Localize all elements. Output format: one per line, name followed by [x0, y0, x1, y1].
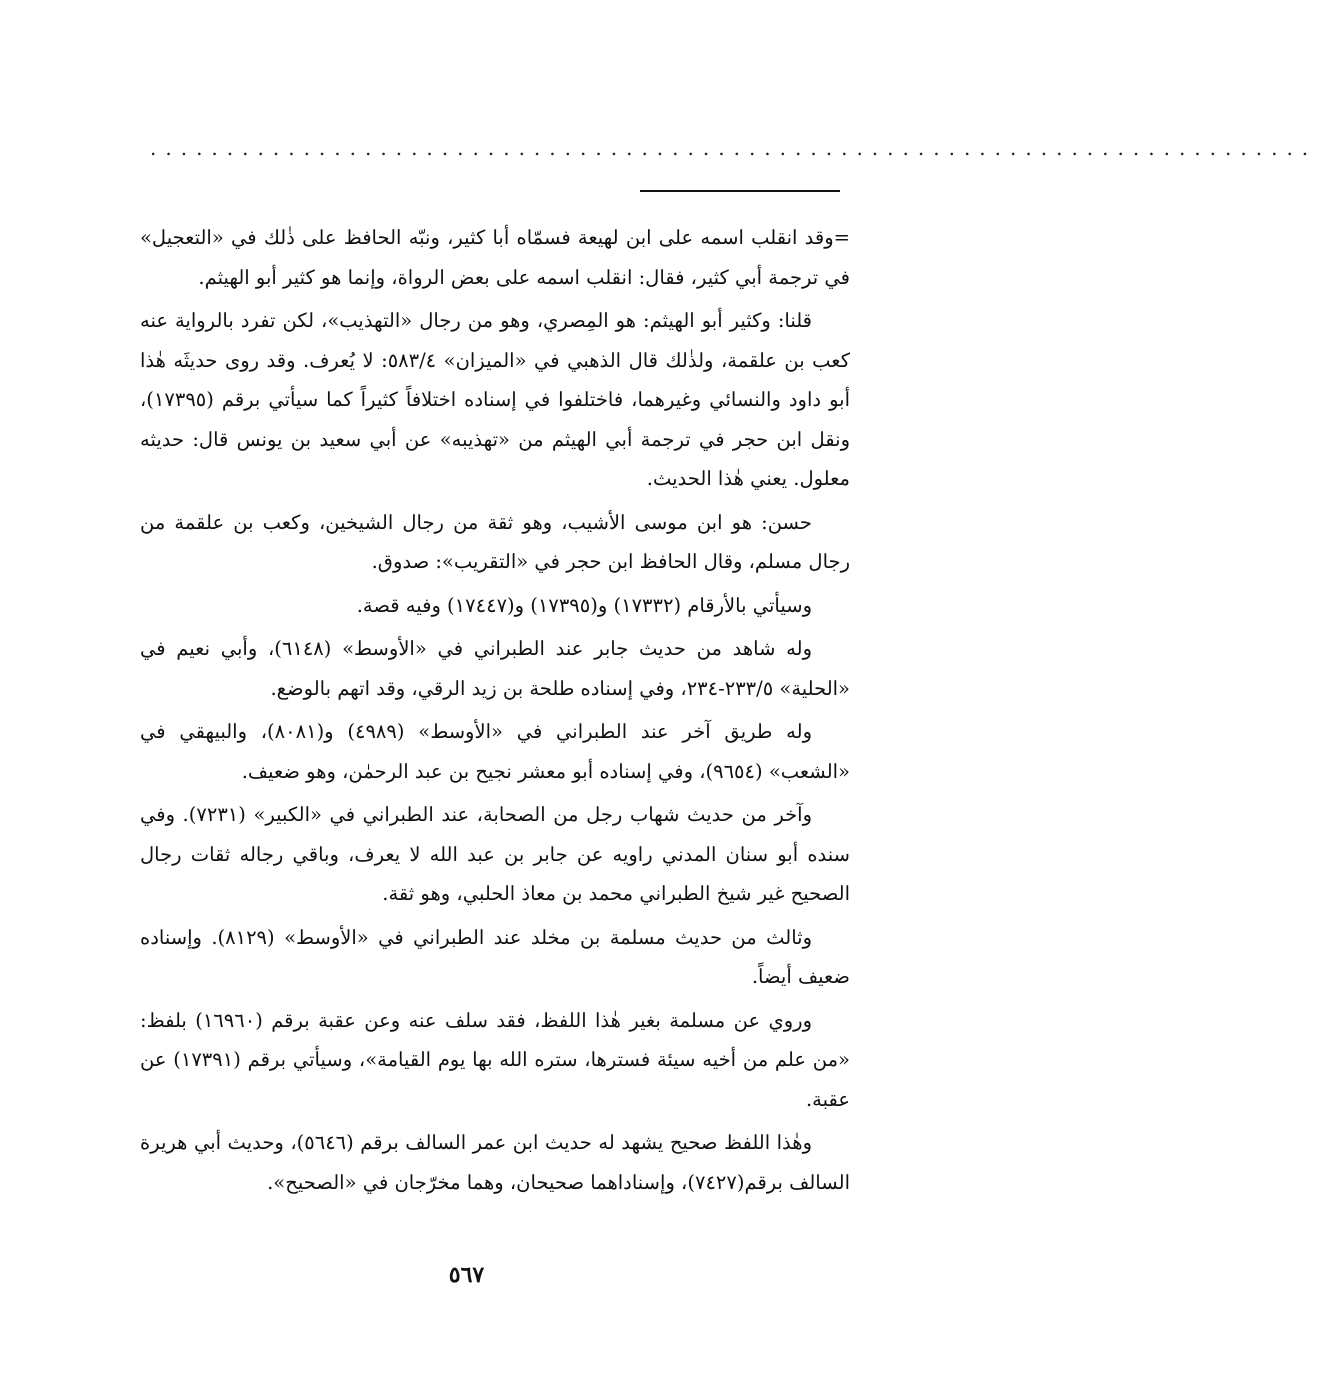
paragraph: وسيأتي بالأرقام (١٧٣٣٢) و(١٧٣٩٥) و(١٧٤٤٧) وفيه قصة. — [356, 593, 812, 617]
separator-dots: ............................................................................ — [150, 136, 1317, 160]
footnote-text — [140, 218, 850, 1206]
page-number: ٥٦٧ — [448, 1262, 485, 1288]
paragraph: وثالث من حديث مسلمة بن مخلد عند الطبراني في «الأوسط» (٨١٢٩). وإسناده ضعيف أيضاً. — [140, 925, 850, 988]
paragraph: =وقد انقلب اسمه على ابن لهيعة فسمّاه أبا كثير، ونبّه الحافظ على ذٰلك في «التعجيل» في ترجمة أبي كثير، فقال: انقلب اسمه على بعض الرواة، وإنما هو كثير أبو الهيثم. — [140, 226, 850, 289]
paragraph: وهٰذا اللفظ صحيح يشهد له حديث ابن عمر السالف برقم (٥٦٤٦)، وحديث أبي هريرة السالف برقم(٧٤٢٧)، وإسناداهما صحيحان، وهما مخرّجان في «الصحيح». — [140, 1131, 850, 1194]
paragraph: وله شاهد من حديث جابر عند الطبراني في «الأوسط» (٦١٤٨)، وأبي نعيم في «الحلية» ٢٣٣/٥-٢٣٤، وفي إسناده طلحة بن زيد الرقي، وقد اتهم بالوضع. — [140, 637, 850, 700]
paragraph: وله طريق آخر عند الطبراني في «الأوسط» (٤٩٨٩) و(٨٠٨١)، والبيهقي في «الشعب» (٩٦٥٤)، وفي إسناده أبو معشر نجيح بن عبد الرحمٰن، وهو ضعيف. — [140, 720, 850, 783]
paragraph: وروي عن مسلمة بغير هٰذا اللفظ، فقد سلف عنه وعن عقبة برقم (١٦٩٦٠) بلفظ: «من علم من أخيه سيئة فسترها، ستره الله بها يوم القيامة»، وسيأتي برقم (١٧٣٩١) عن عقبة. — [140, 1008, 850, 1111]
paragraph: وآخر من حديث شهاب رجل من الصحابة، عند الطبراني في «الكبير» (٧٢٣١). وفي سنده أبو سنان المدني راويه عن جابر بن عبد الله لا يعرف، وباقي رجاله ثقات رجال الصحيح غير شيخ الطبراني محمد بن معاذ الحلبي، وهو ثقة. — [140, 803, 850, 905]
footnote-rule — [640, 190, 840, 192]
paragraph: حسن: هو ابن موسى الأشيب، وهو ثقة من رجال الشيخين، وكعب بن علقمة من رجال مسلم، وقال الحافظ ابن حجر في «التقريب»: صدوق. — [140, 510, 850, 573]
paragraph: قلنا: وكثير أبو الهيثم: هو المِصري، وهو من رجال «التهذيب»، لكن تفرد بالرواية عنه كعب بن علقمة، ولذٰلك قال الذهبي في «الميزان» ٥٨٣/٤: لا يُعرف. وقد روى حديثَه هٰذا أبو داود والنسائي وغيرهما، فاختلفوا في إسناده اختلافاً كثيراً كما سيأتي برقم (١٧٣٩٥)، ونقل ابن حجر في ترجمة أبي الهيثم من «تهذيبه» عن أبي سعيد بن يونس قال: حديثه معلول. يعني هٰذا الحديث. — [140, 309, 850, 490]
